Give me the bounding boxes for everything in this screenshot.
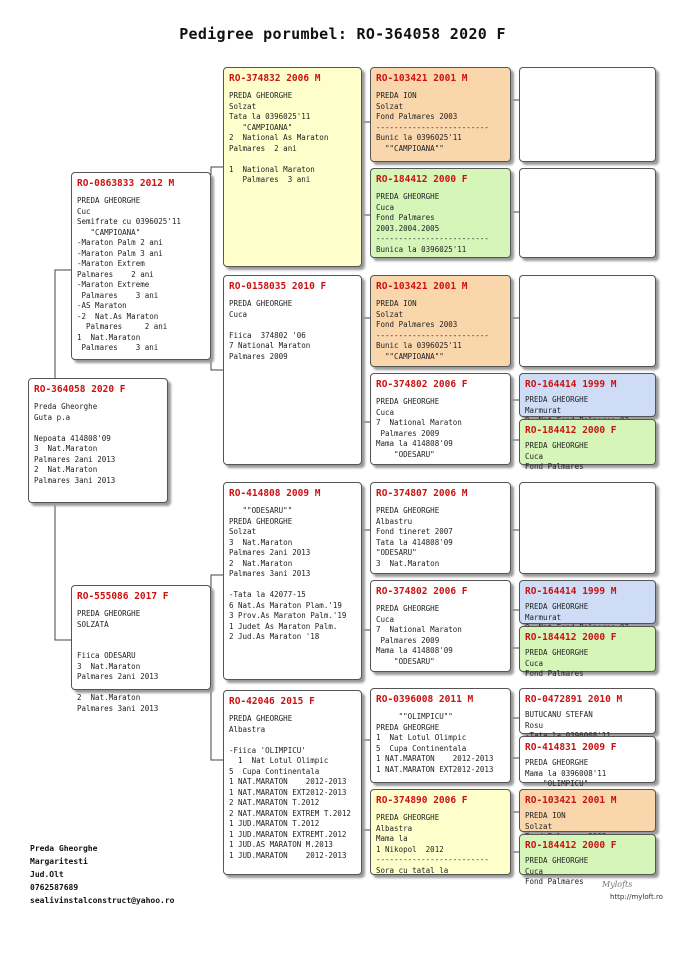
card-dd-sire[interactable] [370, 688, 511, 783]
card-dam[interactable] [71, 585, 211, 713]
connector-ds-dsd [362, 570, 370, 630]
card-empty-1 [519, 67, 656, 162]
dds-sire-details: BUTUCANU STEFAN Rosu [525, 710, 593, 730]
sire-dam-details: PREDA GHEORGHE Cuca Fiica 374802 '06 7 National Maraton Palmares 2009 [229, 299, 311, 361]
connector-ss-sss [362, 80, 370, 122]
dd-dam-details: PREDA GHEORGHE Albastra Mama la 1 Nikopol 2012 ------------------------- Sora cu tatal la [376, 813, 489, 875]
sire-dam-id: RO-0158035 2010 F [229, 281, 327, 292]
dsd-sire-id: RO-164414 1999 M [525, 586, 617, 597]
dam-id: RO-555086 2017 F [77, 591, 169, 602]
connector-dd-dds [362, 700, 370, 740]
connector-subject-dam [55, 503, 71, 640]
card-sdd-sire[interactable] [519, 373, 656, 417]
dam-sire-id: RO-414808 2009 M [229, 488, 321, 499]
dds-sire-id: RO-0472891 2010 M [525, 694, 623, 705]
myloft-logo: Mylofts [602, 880, 633, 889]
card-dam-sire[interactable] [223, 482, 362, 680]
card-ds-sire[interactable] [370, 482, 511, 574]
card-subject[interactable] [28, 378, 168, 503]
dam-dam-details: PREDA GHEORGHE Albastra -Fiica 'OLIMPICU' 1 Nat Lotul Olimpic 5 Cupa Continentala 1 NAT.MARATON 2012-2013 1 NAT.MARATON EXT2012-2013 2 NAT.MARATON T.2012 2 NAT.MARATON EXTREM T.2012 1 JUD.MARATON T.2012 1 JUD.MARATON EXTREMT.2012 1 JUD.AS MARATON M.2013 1 JUD.MARATON 2012-2013 [229, 714, 351, 860]
card-sire-sire[interactable] [223, 67, 362, 267]
dam-dam-id: RO-42046 2015 F [229, 696, 315, 707]
dam-details: PREDA GHEORGHE SOLZATA Fiica ODESARU 3 Nat.Maraton Palmares 2ani 2013 2 Nat.Maraton Palmares 3ani 2013 [77, 609, 159, 713]
sd-dam-details: PREDA GHEORGHE Cuca 7 National Maraton Palmares 2009 Mama la 414808'09 "ODESARU" [376, 397, 462, 459]
dsd-dam-details: PREDA GHEORGHE Cuca Fond Palmares [525, 648, 589, 678]
sire-id: RO-0863833 2012 M [77, 178, 175, 189]
sd-sire-details: PREDA ION Solzat Fond Palmares 2003 ------------------------- Bunic la 0396025'11 ""CAMPIOANA"" [376, 299, 489, 361]
ds-sire-id: RO-374807 2006 M [376, 488, 468, 499]
dsd-dam-id: RO-184412 2000 F [525, 632, 617, 643]
card-dds-sire[interactable] [519, 688, 656, 734]
ddd-dam-details: PREDA GHEORGHE Cuca Fond Palmares [525, 856, 589, 886]
ddd-sire-details: PREDA ION Solzat [525, 811, 566, 831]
connector-subject-sire [55, 270, 71, 378]
card-sd-dam[interactable] [370, 373, 511, 465]
connector-dam-ds [211, 575, 223, 590]
ds-sire-details: PREDA GHEORGHE Albastru Fond tineret 2007 Tata la 414808'09 "ODESARU" 3 Nat.Maraton [376, 506, 453, 568]
sire-sire-id: RO-374832 2006 M [229, 73, 321, 84]
connector-sd-sdd [362, 422, 370, 450]
card-sd-sire[interactable] [370, 275, 511, 367]
card-ss-sire[interactable] [370, 67, 511, 162]
connector-dam-dd [211, 690, 223, 760]
dds-dam-details: PREDA GHEORGHE Mama la 0396008'11 "OLIMPICU" [525, 758, 607, 788]
card-sdd-dam[interactable] [519, 419, 656, 471]
dd-dam-id: RO-374890 2006 F [376, 795, 468, 806]
dd-sire-details: ""OLIMPICU"" PREDA GHEORGHE 1 Nat Lotul Olimpic 5 Cupa Continentala 1 NAT.MARATON 2012-2013 1 NAT.MARATON EXT2012-2013 [376, 712, 494, 774]
card-dsd-dam[interactable] [519, 626, 656, 678]
card-sire-dam[interactable] [223, 275, 362, 465]
ss-dam-details: PREDA GHEORGHE Cuca Fond Palmares 2003.2004.2005 ------------------------- Bunica la 0396025'11 [376, 192, 489, 254]
card-ds-dam[interactable] [370, 580, 511, 672]
sdd-dam-id: RO-184412 2000 F [525, 425, 617, 436]
card-empty-3 [519, 275, 656, 367]
card-dd-dam[interactable] [370, 789, 511, 875]
dd-sire-id: RO-0396008 2011 M [376, 694, 474, 705]
connector-dd-ddd [362, 820, 370, 830]
connector-sire-ss [211, 167, 223, 175]
sdd-sire-details: PREDA GHEORGHE Marmurat [525, 395, 589, 415]
dds-dam-id: RO-414831 2009 F [525, 742, 617, 753]
card-dam-dam[interactable] [223, 690, 362, 875]
subject-details: Preda Gheorghe Guta p.a Nepoata 414808'09 3 Nat.Maraton Palmares 2ani 2013 2 Nat.Maraton Palmares 3ani 2013 [34, 402, 116, 485]
card-ddd-sire[interactable] [519, 789, 656, 832]
connector-sd-sds [362, 290, 370, 318]
connector-ds-dss [362, 493, 370, 530]
ss-dam-id: RO-184412 2000 F [376, 174, 468, 185]
ss-sire-details: PREDA ION Solzat Fond Palmares 2003 ------------------------- Bunic la 0396025'11 ""CAMPIOANA"" [376, 91, 489, 153]
sd-sire-id: RO-103421 2001 M [376, 281, 468, 292]
sdd-sire-id: RO-164414 1999 M [525, 379, 617, 390]
ddd-dam-id: RO-184412 2000 F [525, 840, 617, 851]
ds-dam-id: RO-374802 2006 F [376, 586, 468, 597]
page-title: Pedigree porumbel: RO-364058 2020 F [179, 25, 506, 43]
card-dds-dam[interactable] [519, 736, 656, 788]
card-dsd-sire[interactable] [519, 580, 656, 624]
dsd-sire-details: PREDA GHEORGHE Marmurat [525, 602, 589, 622]
card-empty-2 [519, 168, 656, 258]
sire-details: PREDA GHEORGHE Cuc Semifrate cu 0396025'11 "CAMPIOANA" -Maraton Palm 2 ani -Maraton Palm 3 ani -Maraton Extrem Palmares 2 ani -Maraton Extreme Palmares 3 ani -AS Maraton -2 Nat.As Maraton Palmares 2 ani 1 Nat.Maraton Palmares 3 ani [77, 196, 181, 352]
breeder-contact: Preda Gheorghe Margaritesti Jud.Olt 0762587689 sealivinstalconstruct@yahoo.ro [30, 844, 175, 905]
card-ss-dam[interactable] [370, 168, 511, 258]
myloft-url[interactable]: http://myloft.ro [610, 893, 663, 901]
connector-sire-sd [211, 355, 223, 370]
ds-dam-details: PREDA GHEORGHE Cuca 7 National Maraton Palmares 2009 Mama la 414808'09 "ODESARU" [376, 604, 462, 666]
subject-id: RO-364058 2020 F [34, 384, 126, 395]
card-sire[interactable] [71, 172, 211, 360]
sdd-dam-details: PREDA GHEORGHE Cuca Fond Palmares [525, 441, 589, 471]
dam-sire-details: ""ODESARU"" PREDA GHEORGHE Solzat 3 Nat.Maraton Palmares 2ani 2013 2 Nat.Maraton Palmares 3ani 2013 -Tata la 42077-15 6 Nat.As Maraton Plam.'19 3 Prov.As Maraton Palm.'19 1 Judet As Maraton Palm. 2 Jud.As Maraton '18 [229, 506, 347, 641]
connector-ss-ssd [362, 215, 370, 230]
sire-sire-details: PREDA GHEORGHE Solzat Tata la 0396025'11 "CAMPIOANA" 2 National As Maraton Palmares 2 ani 1 National Maraton Palmares 3 ani [229, 91, 329, 184]
sd-dam-id: RO-374802 2006 F [376, 379, 468, 390]
ddd-sire-id: RO-103421 2001 M [525, 795, 617, 806]
card-empty-4 [519, 482, 656, 574]
ss-sire-id: RO-103421 2001 M [376, 73, 468, 84]
